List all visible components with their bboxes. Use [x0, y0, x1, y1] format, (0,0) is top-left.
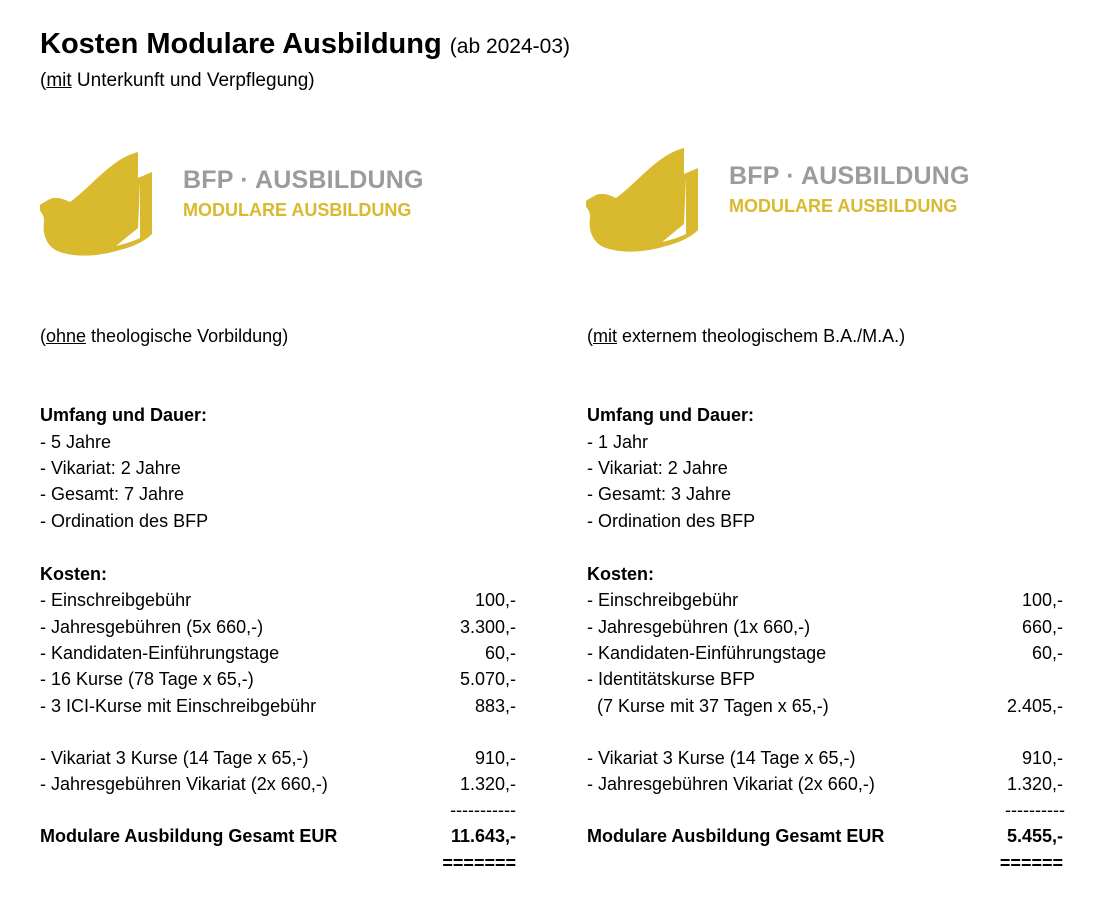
brand-line-2: MODULARE AUSBILDUNG	[183, 200, 412, 220]
vikariat-amount: 1.320,-	[1006, 774, 1063, 794]
cost-amount: 660,-	[1021, 617, 1063, 637]
cost-label: - Identitätskurse BFP	[587, 669, 756, 689]
dove-icon	[40, 152, 160, 262]
vikariat-label: - Jahresgebühren Vikariat (2x 660,-)	[40, 774, 328, 794]
scope-item: - 1 Jahr	[587, 432, 649, 452]
cost-label: - Jahresgebühren (5x 660,-)	[40, 617, 264, 637]
total-label: Modulare Ausbildung Gesamt EUR	[40, 826, 338, 846]
cost-amount: 5.070,-	[459, 669, 516, 689]
brand-line-1: BFP · AUSBILDUNG	[729, 162, 970, 190]
cost-amount: 60,-	[484, 643, 516, 663]
scope-heading: Umfang und Dauer:	[40, 405, 208, 425]
vikariat-amount: 910,-	[474, 748, 516, 768]
title-date: (ab 2024-03)	[449, 35, 571, 58]
cost-label: - Kandidaten-Einführungstage	[587, 643, 827, 663]
scope-item: - 5 Jahre	[40, 432, 112, 452]
cost-label: - Einschreibgebühr	[40, 590, 192, 610]
column-note: (mit externem theologischem B.A./M.A.)	[587, 326, 906, 346]
title-text: Kosten Modulare Ausbildung	[40, 28, 442, 60]
vikariat-label: - Vikariat 3 Kurse (14 Tage x 65,-)	[587, 748, 856, 768]
cost-amount: 3.300,-	[459, 617, 516, 637]
vikariat-label: - Jahresgebühren Vikariat (2x 660,-)	[587, 774, 875, 794]
column-note: (ohne theologische Vorbildung)	[40, 326, 289, 346]
total-label: Modulare Ausbildung Gesamt EUR	[587, 826, 885, 846]
total-amount: 11.643,-	[450, 826, 516, 846]
double-line: ======	[999, 853, 1063, 873]
page-subtitle: (mit Unterkunft und Verpflegung)	[40, 70, 315, 91]
scope-item: - Ordination des BFP	[587, 511, 756, 531]
subtitle-underlined: mit	[46, 70, 72, 91]
costs-heading: Kosten:	[40, 564, 107, 584]
cost-label: - Kandidaten-Einführungstage	[40, 643, 280, 663]
vikariat-amount: 910,-	[1021, 748, 1063, 768]
separator-line: ----------	[1005, 800, 1065, 820]
brand-line-1: BFP · AUSBILDUNG	[183, 166, 424, 194]
vikariat-amount: 1.320,-	[459, 774, 516, 794]
scope-item: - Vikariat: 2 Jahre	[587, 458, 728, 478]
cost-amount: 100,-	[474, 590, 516, 610]
cost-label: (7 Kurse mit 37 Tagen x 65,-)	[587, 696, 829, 716]
vikariat-label: - Vikariat 3 Kurse (14 Tage x 65,-)	[40, 748, 309, 768]
double-line: =======	[442, 853, 516, 873]
dove-icon	[586, 148, 706, 258]
cost-amount: 100,-	[1021, 590, 1063, 610]
scope-item: - Vikariat: 2 Jahre	[40, 458, 181, 478]
page-title	[40, 28, 570, 61]
total-amount: 5.455,-	[1006, 826, 1063, 846]
scope-item: - Gesamt: 7 Jahre	[40, 484, 185, 504]
cost-amount: 883,-	[474, 696, 516, 716]
scope-item: - Gesamt: 3 Jahre	[587, 484, 732, 504]
scope-item: - Ordination des BFP	[40, 511, 209, 531]
scope-heading: Umfang und Dauer:	[587, 405, 755, 425]
cost-label: - Jahresgebühren (1x 660,-)	[587, 617, 811, 637]
costs-heading: Kosten:	[587, 564, 654, 584]
logo-left	[40, 152, 440, 272]
cost-label: - 3 ICI-Kurse mit Einschreibgebühr	[40, 696, 317, 716]
cost-label: - 16 Kurse (78 Tage x 65,-)	[40, 669, 254, 689]
cost-label: - Einschreibgebühr	[587, 590, 739, 610]
brand-line-2: MODULARE AUSBILDUNG	[729, 196, 958, 216]
cost-amount: 60,-	[1031, 643, 1063, 663]
cost-amount: 2.405,-	[1006, 696, 1063, 716]
separator-line: -----------	[450, 800, 516, 820]
logo-right	[586, 148, 986, 268]
